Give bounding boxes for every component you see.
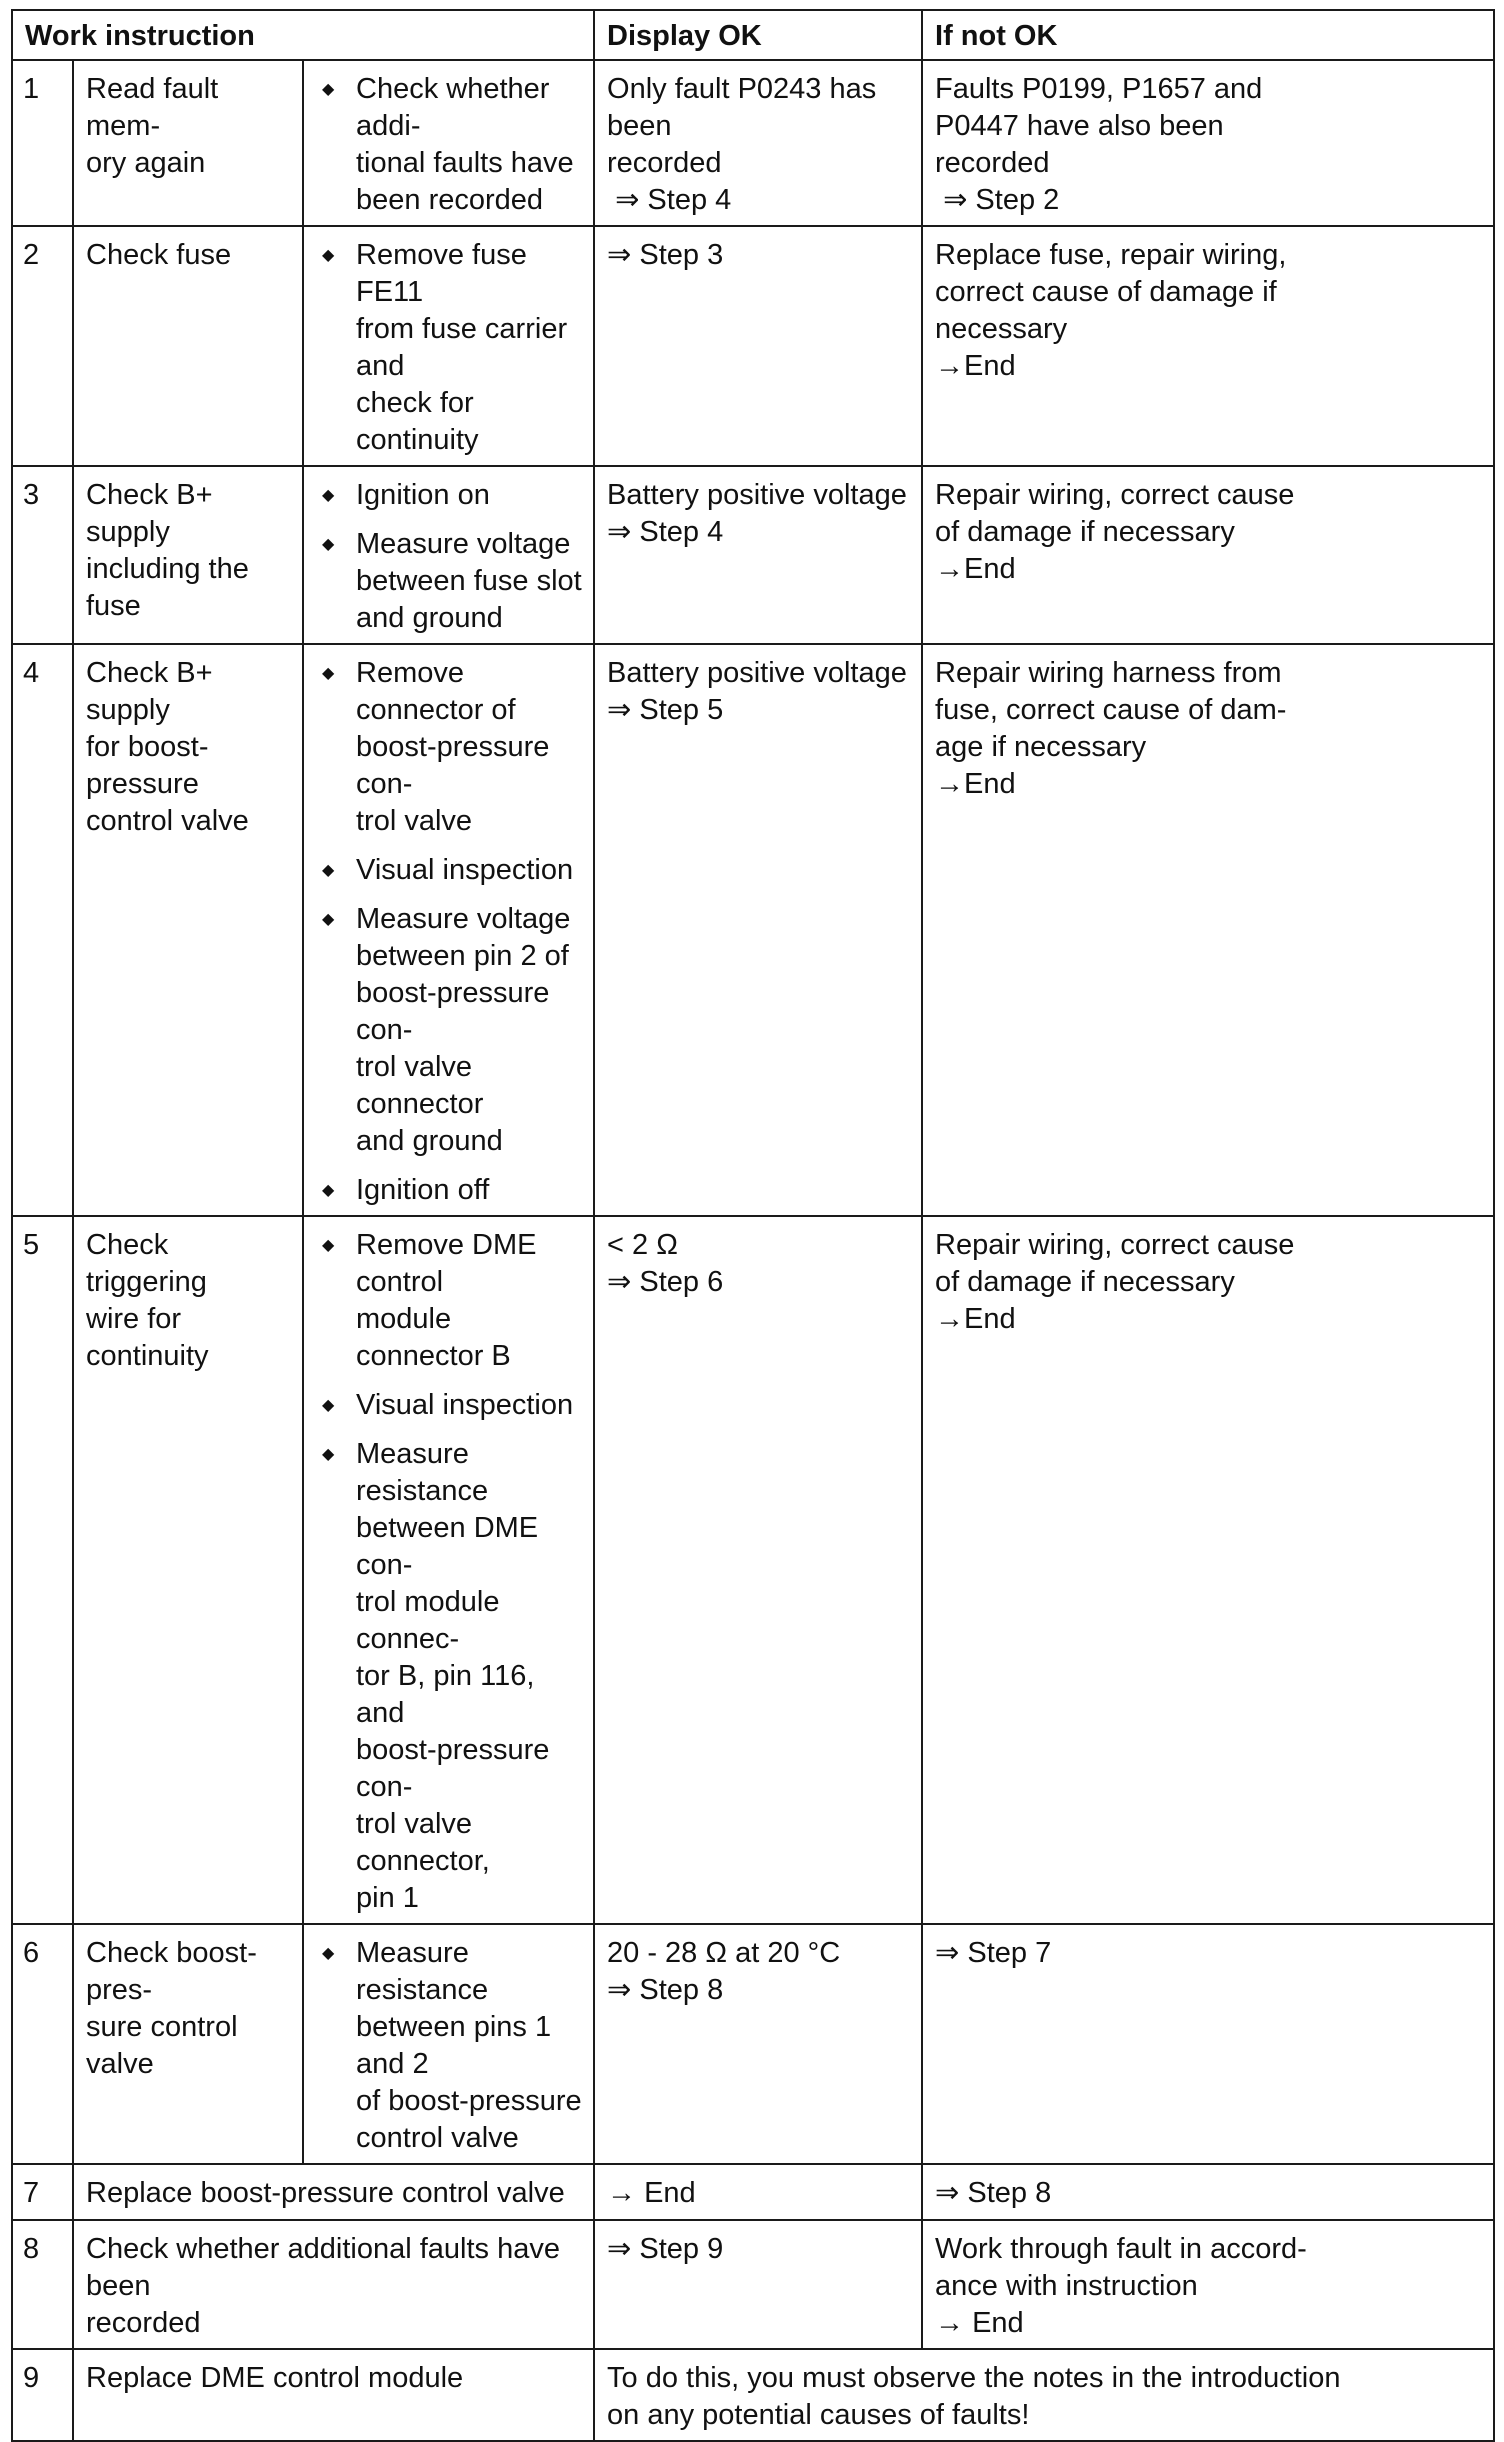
notok-line: recorded	[935, 147, 1050, 179]
task-cell	[73, 2220, 594, 2349]
procedure-item	[316, 1436, 585, 1917]
work-instruction-table	[11, 9, 1495, 2442]
procedure-item	[316, 526, 585, 637]
task-line: Check triggering	[86, 1229, 207, 1298]
step-number: 4	[12, 644, 73, 1216]
procedure-item	[316, 477, 585, 514]
ok-line: ⇒ Step 5	[607, 694, 724, 726]
table-row	[12, 2220, 1494, 2349]
task-line: sure control valve	[86, 2011, 238, 2080]
procedure-item	[316, 1935, 585, 2157]
task-cell	[73, 226, 303, 466]
notok-line: of damage if necessary	[935, 516, 1235, 548]
procedure-line: ◆ Check whether addi-	[356, 73, 550, 142]
header-display-ok: Display OK	[594, 10, 922, 60]
task-line: Check B+ supply	[86, 479, 213, 548]
if-not-ok-cell	[922, 466, 1494, 644]
display-ok-cell	[594, 644, 922, 1216]
if-not-ok-cell	[922, 2164, 1494, 2220]
table-row	[12, 466, 1494, 644]
ok-line: ⇒ Step 8	[607, 1974, 724, 2006]
procedure-line: been recorded	[356, 184, 544, 216]
ok-line: ⇒ Step 4	[607, 516, 724, 548]
procedure-line: pin 1	[356, 1882, 419, 1914]
procedure-line: between pin 2 of	[356, 940, 569, 972]
table-row	[12, 2349, 1494, 2441]
procedure-line: ◆ Measure voltage	[356, 528, 571, 560]
task-line: Replace boost-pressure control valve	[86, 2177, 565, 2209]
if-not-ok-cell	[922, 60, 1494, 226]
ok-line: 20 - 28 Ω at 20 °C	[607, 1937, 841, 1969]
notok-line: →End	[935, 350, 1016, 382]
task-line: Check boost-pres-	[86, 1937, 257, 2006]
notok-line: Work through fault in accord-	[935, 2233, 1307, 2265]
notok-line: →End	[935, 1303, 1016, 1335]
procedure-line: tor B, pin 116, and	[356, 1660, 535, 1729]
task-cell	[73, 2164, 594, 2220]
note-cell	[594, 2349, 1494, 2441]
ok-line: → End	[607, 2177, 696, 2209]
step-number: 9	[12, 2349, 73, 2441]
task-line: including the fuse	[86, 553, 249, 622]
task-cell	[73, 1216, 303, 1924]
display-ok-cell	[594, 60, 922, 226]
step-number: 8	[12, 2220, 73, 2349]
notok-line: fuse, correct cause of dam-	[935, 694, 1287, 726]
task-cell	[73, 466, 303, 644]
if-not-ok-cell	[922, 644, 1494, 1216]
task-line: recorded	[86, 2307, 201, 2339]
procedure-cell	[303, 1216, 594, 1924]
task-cell	[73, 60, 303, 226]
ok-line: recorded	[607, 147, 722, 179]
task-line: Read fault mem-	[86, 73, 219, 142]
ok-line: Only fault P0243 has been	[607, 73, 877, 142]
procedure-line: between fuse slot	[356, 565, 582, 597]
procedure-item	[316, 71, 585, 219]
procedure-line: trol valve connector,	[356, 1808, 490, 1877]
task-line: ory again	[86, 147, 206, 179]
procedure-line: trol valve	[356, 805, 473, 837]
notok-line: Repair wiring harness from	[935, 657, 1282, 689]
task-line: Check fuse	[86, 239, 232, 271]
notok-line: → End	[935, 2307, 1024, 2339]
procedure-line: ◆ Visual inspection	[356, 854, 574, 886]
procedure-item	[316, 852, 585, 889]
procedure-line: between DME con-	[356, 1512, 539, 1581]
procedure-line: of boost-pressure	[356, 2085, 582, 2117]
table-row	[12, 2164, 1494, 2220]
notok-line: age if necessary	[935, 731, 1147, 763]
display-ok-cell	[594, 2164, 922, 2220]
step-number: 5	[12, 1216, 73, 1924]
task-line: Check whether additional faults have been	[86, 2233, 560, 2302]
table-row	[12, 1216, 1494, 1924]
procedure-cell	[303, 644, 594, 1216]
procedure-line: boost-pressure con-	[356, 977, 550, 1046]
note-line: To do this, you must observe the notes in the introduction	[607, 2362, 1341, 2394]
procedure-line: ◆ Ignition on	[356, 479, 490, 511]
ok-line: Battery positive voltage	[607, 479, 907, 511]
procedure-item	[316, 1387, 585, 1424]
table-row	[12, 60, 1494, 226]
notok-line: P0447 have also been	[935, 110, 1224, 142]
step-number: 6	[12, 1924, 73, 2164]
task-line: Check B+ supply	[86, 657, 213, 726]
step-number: 1	[12, 60, 73, 226]
task-cell	[73, 644, 303, 1216]
header-row	[12, 10, 1494, 60]
procedure-cell	[303, 226, 594, 466]
ok-line: ⇒ Step 9	[607, 2233, 724, 2265]
procedure-line: ◆ Remove fuse FE11	[356, 239, 527, 308]
notok-line: Replace fuse, repair wiring,	[935, 239, 1287, 271]
notok-line: correct cause of damage if	[935, 276, 1277, 308]
ok-line: Battery positive voltage	[607, 657, 907, 689]
procedure-line: ◆ Measure voltage	[356, 903, 571, 935]
if-not-ok-cell	[922, 1924, 1494, 2164]
display-ok-cell	[594, 1924, 922, 2164]
procedure-cell	[303, 1924, 594, 2164]
procedure-line: ◆ Remove DME control	[356, 1229, 537, 1298]
notok-line: →End	[935, 553, 1016, 585]
notok-line: Repair wiring, correct cause	[935, 1229, 1295, 1261]
if-not-ok-cell	[922, 2220, 1494, 2349]
procedure-cell	[303, 466, 594, 644]
note-line: on any potential causes of faults!	[607, 2399, 1030, 2431]
notok-line: ⇒ Step 2	[935, 184, 1060, 216]
task-cell	[73, 1924, 303, 2164]
procedure-line: control valve	[356, 2122, 519, 2154]
procedure-line: from fuse carrier and	[356, 313, 568, 382]
table-row	[12, 226, 1494, 466]
notok-line: Repair wiring, correct cause	[935, 479, 1295, 511]
display-ok-cell	[594, 466, 922, 644]
ok-line: ⇒ Step 4	[607, 184, 732, 216]
task-line: Replace DME control module	[86, 2362, 464, 2394]
display-ok-cell	[594, 2220, 922, 2349]
procedure-item	[316, 901, 585, 1160]
procedure-line: and ground	[356, 1125, 503, 1157]
notok-line: ⇒ Step 8	[935, 2177, 1052, 2209]
task-line: wire for continuity	[86, 1303, 209, 1372]
procedure-line: ◆ Measure resistance	[356, 1438, 489, 1507]
ok-line: < 2 Ω	[607, 1229, 678, 1261]
procedure-line: ◆ Measure resistance	[356, 1937, 489, 2006]
procedure-line: between pins 1 and 2	[356, 2011, 552, 2080]
if-not-ok-cell	[922, 226, 1494, 466]
display-ok-cell	[594, 1216, 922, 1924]
procedure-line: boost-pressure con-	[356, 731, 550, 800]
procedure-cell	[303, 60, 594, 226]
notok-line: of damage if necessary	[935, 1266, 1235, 1298]
table-row	[12, 1924, 1494, 2164]
task-cell	[73, 2349, 594, 2441]
procedure-line: boost-pressure con-	[356, 1734, 550, 1803]
procedure-item	[316, 1172, 585, 1209]
step-number: 7	[12, 2164, 73, 2220]
procedure-line: check for continuity	[356, 387, 479, 456]
header-work-instruction: Work instruction	[12, 10, 594, 60]
notok-line: ⇒ Step 7	[935, 1937, 1052, 1969]
procedure-line: ◆ Visual inspection	[356, 1389, 574, 1421]
ok-line: ⇒ Step 6	[607, 1266, 724, 1298]
if-not-ok-cell	[922, 1216, 1494, 1924]
step-number: 3	[12, 466, 73, 644]
procedure-line: tional faults have	[356, 147, 574, 179]
ok-line: ⇒ Step 3	[607, 239, 724, 271]
procedure-item	[316, 655, 585, 840]
task-line: control valve	[86, 805, 249, 837]
procedure-item	[316, 237, 585, 459]
notok-line: →End	[935, 768, 1016, 800]
task-line: for boost-pressure	[86, 731, 209, 800]
procedure-line: module connector B	[356, 1303, 511, 1372]
notok-line: Faults P0199, P1657 and	[935, 73, 1263, 105]
procedure-item	[316, 1227, 585, 1375]
step-number: 2	[12, 226, 73, 466]
procedure-line: trol module connec-	[356, 1586, 500, 1655]
display-ok-cell	[594, 226, 922, 466]
table-row	[12, 644, 1494, 1216]
procedure-line: ◆ Ignition off	[356, 1174, 490, 1206]
notok-line: necessary	[935, 313, 1068, 345]
procedure-line: and ground	[356, 602, 503, 634]
procedure-line: trol valve connector	[356, 1051, 484, 1120]
procedure-line: ◆ Remove connector of	[356, 657, 516, 726]
header-if-not-ok: If not OK	[922, 10, 1494, 60]
notok-line: ance with instruction	[935, 2270, 1198, 2302]
